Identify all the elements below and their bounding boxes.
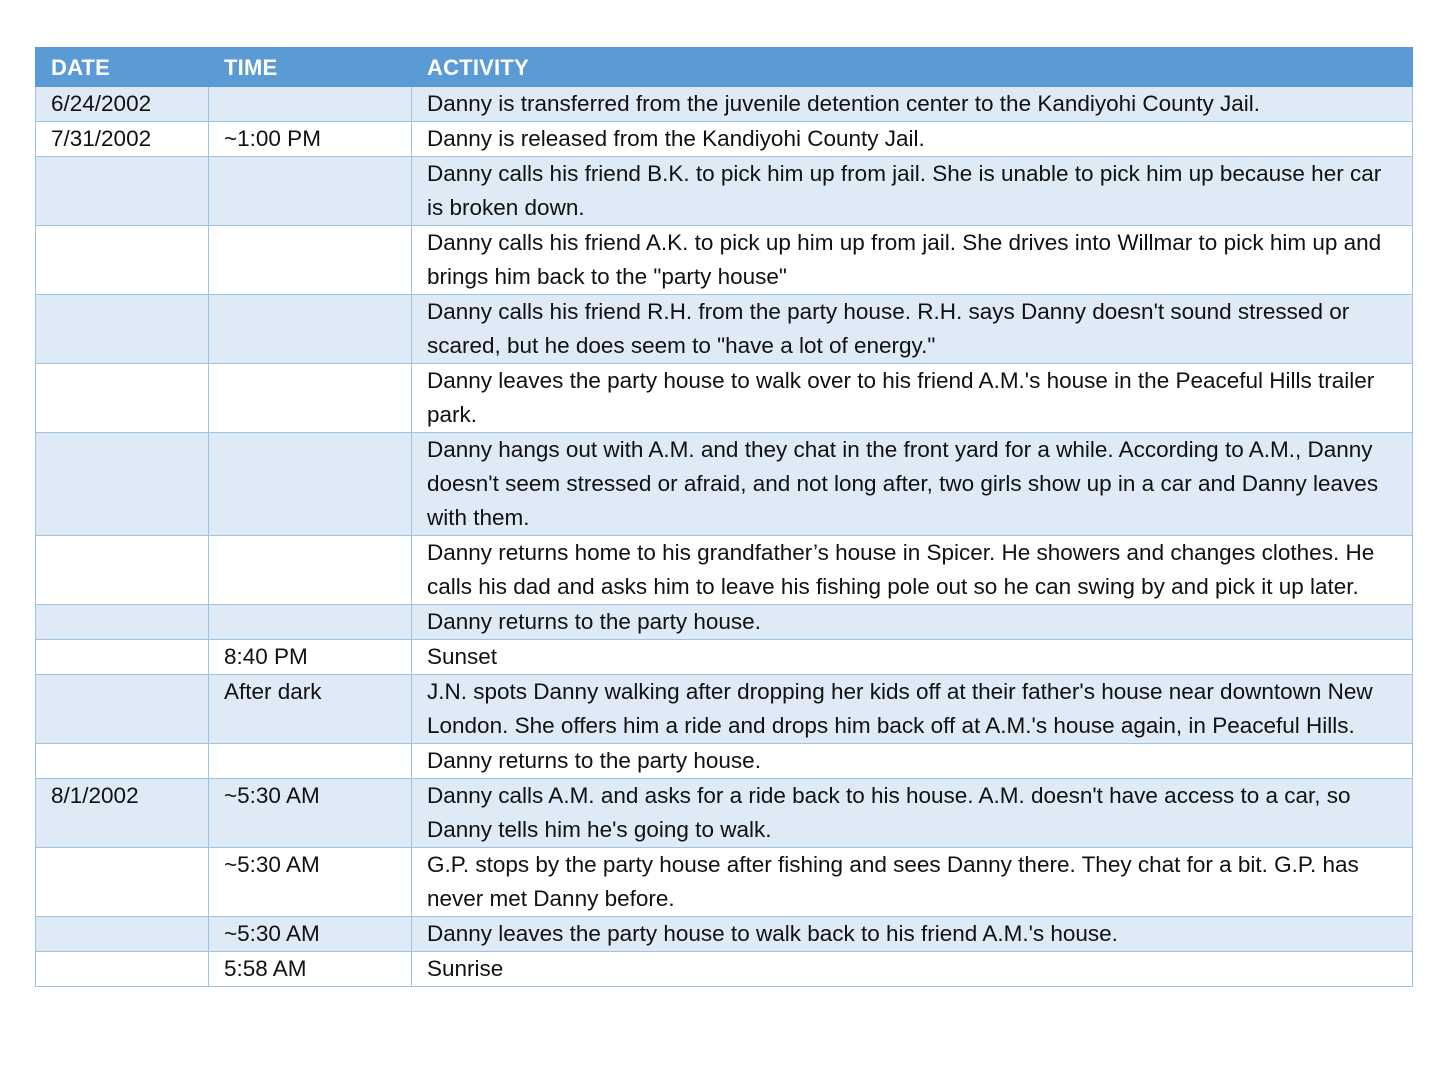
table-row: [36, 87, 1413, 122]
activity-cell: Danny leaves the party house to walk back to his friend A.M.'s house.: [412, 917, 1413, 952]
activity-cell: Danny calls his friend A.K. to pick up him up from jail. She drives into Willmar to pick him up and brings him back to the "party house": [412, 226, 1413, 295]
activity-cell: Danny is transferred from the juvenile detention center to the Kandiyohi County Jail.: [412, 87, 1413, 122]
time-cell: 8:40 PM: [209, 640, 412, 675]
table-row: [36, 640, 1413, 675]
table-row: [36, 433, 1413, 536]
date-cell: [36, 226, 209, 295]
column-header-time: TIME: [209, 48, 412, 87]
timeline-table-container: [35, 47, 1412, 987]
time-cell: [209, 87, 412, 122]
date-cell: [36, 433, 209, 536]
table-row: [36, 157, 1413, 226]
time-cell: After dark: [209, 675, 412, 744]
date-cell: [36, 640, 209, 675]
table-row: [36, 295, 1413, 364]
table-row: [36, 605, 1413, 640]
date-cell: [36, 952, 209, 987]
time-cell: [209, 295, 412, 364]
time-cell: [209, 157, 412, 226]
column-header-activity: ACTIVITY: [412, 48, 1413, 87]
time-cell: [209, 744, 412, 779]
activity-cell: Sunset: [412, 640, 1413, 675]
date-cell: [36, 917, 209, 952]
date-cell: [36, 605, 209, 640]
date-cell: [36, 675, 209, 744]
date-cell: [36, 536, 209, 605]
table-row: [36, 122, 1413, 157]
time-cell: [209, 605, 412, 640]
activity-cell: Danny returns to the party house.: [412, 744, 1413, 779]
time-cell: ~5:30 AM: [209, 848, 412, 917]
date-cell: [36, 157, 209, 226]
table-row: [36, 917, 1413, 952]
table-row: [36, 848, 1413, 917]
activity-cell: J.N. spots Danny walking after dropping her kids off at their father's house near downtown New London. She offers him a ride and drops him back off at A.M.'s house again, in Peaceful Hills.: [412, 675, 1413, 744]
date-cell: [36, 848, 209, 917]
activity-cell: Danny leaves the party house to walk over to his friend A.M.'s house in the Peaceful Hills trailer park.: [412, 364, 1413, 433]
activity-cell: Danny returns home to his grandfather’s house in Spicer. He showers and changes clothes. He calls his dad and asks him to leave his fishing pole out so he can swing by and pick it up later.: [412, 536, 1413, 605]
time-cell: ~1:00 PM: [209, 122, 412, 157]
date-cell: 8/1/2002: [36, 779, 209, 848]
time-cell: 5:58 AM: [209, 952, 412, 987]
date-cell: [36, 744, 209, 779]
time-cell: [209, 433, 412, 536]
table-row: [36, 952, 1413, 987]
activity-cell: Danny calls A.M. and asks for a ride back to his house. A.M. doesn't have access to a car, so Danny tells him he's going to walk.: [412, 779, 1413, 848]
time-cell: ~5:30 AM: [209, 779, 412, 848]
table-row: [36, 536, 1413, 605]
activity-cell: Danny calls his friend B.K. to pick him up from jail. She is unable to pick him up because her car is broken down.: [412, 157, 1413, 226]
date-cell: 6/24/2002: [36, 87, 209, 122]
time-cell: ~5:30 AM: [209, 917, 412, 952]
activity-cell: Danny returns to the party house.: [412, 605, 1413, 640]
date-cell: 7/31/2002: [36, 122, 209, 157]
activity-cell: Danny hangs out with A.M. and they chat in the front yard for a while. According to A.M., Danny doesn't seem stressed or afraid, and not long after, two girls show up in a car and Danny leaves with them.: [412, 433, 1413, 536]
time-cell: [209, 226, 412, 295]
time-cell: [209, 536, 412, 605]
activity-cell: Sunrise: [412, 952, 1413, 987]
date-cell: [36, 295, 209, 364]
time-cell: [209, 364, 412, 433]
table-row: [36, 226, 1413, 295]
timeline-table: [35, 47, 1413, 987]
table-row: [36, 744, 1413, 779]
column-header-date: DATE: [36, 48, 209, 87]
activity-cell: Danny is released from the Kandiyohi County Jail.: [412, 122, 1413, 157]
date-cell: [36, 364, 209, 433]
table-row: [36, 675, 1413, 744]
activity-cell: G.P. stops by the party house after fishing and sees Danny there. They chat for a bit. G.P. has never met Danny before.: [412, 848, 1413, 917]
table-header-row: [36, 48, 1413, 87]
activity-cell: Danny calls his friend R.H. from the party house. R.H. says Danny doesn't sound stressed or scared, but he does seem to "have a lot of energy.": [412, 295, 1413, 364]
table-row: [36, 364, 1413, 433]
table-row: [36, 779, 1413, 848]
